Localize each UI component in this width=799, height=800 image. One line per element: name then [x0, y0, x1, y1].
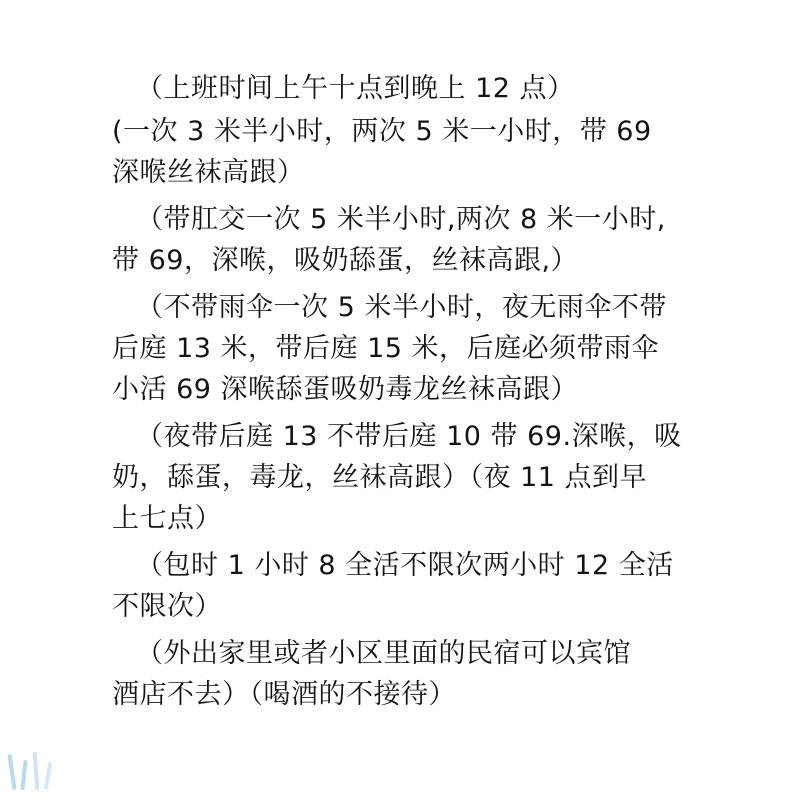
paragraph-no-condom-service: [112, 287, 712, 410]
paragraph-basic-service: [112, 111, 712, 193]
paragraph-anal-service: [112, 199, 712, 281]
text-line: 奶，舔蛋，毒龙，丝袜高跟）（夜 11 点到早: [112, 462, 648, 493]
paragraph-hourly-package: [112, 545, 712, 627]
paragraph-work-hours: [112, 68, 712, 109]
text-line: 深喉丝袜高跟）: [112, 157, 305, 188]
text-line: 带 69，深喉，吸奶舔蛋，丝袜高跟,）: [112, 245, 579, 276]
text-line: 后庭 13 米，带后庭 15 米，后庭必须带雨伞: [112, 333, 660, 364]
document-text-body: [112, 68, 712, 717]
text-line: （带肛交一次 5 米半小时,两次 8 米一小时,: [136, 204, 666, 235]
brush-stroke: [44, 762, 53, 790]
corner-brush-mark-icon: [8, 750, 64, 794]
paragraph-outcall-policy: [112, 633, 712, 715]
text-line: （不带雨伞一次 5 米半小时，夜无雨伞不带: [136, 292, 667, 323]
text-line: (一次 3 米半小时，两次 5 米一小时，带 69: [112, 116, 652, 147]
paragraph-night-service: [112, 416, 712, 539]
text-line: 上七点）: [112, 503, 222, 534]
text-line: 酒店不去）（喝酒的不接待）: [112, 679, 456, 710]
text-line: （夜带后庭 13 不带后庭 10 带 69.深喉，吸: [136, 421, 682, 452]
text-line: 小活 69 深喉舔蛋吸奶毒龙丝袜高跟）: [112, 374, 579, 405]
brush-stroke: [8, 754, 17, 790]
text-line: （包时 1 小时 8 全活不限次两小时 12 全活: [136, 550, 674, 581]
text-line: 不限次）: [112, 591, 222, 622]
brush-stroke: [33, 752, 40, 790]
text-line: （上班时间上午十点到晚上 12 点）: [136, 73, 575, 104]
text-line: （外出家里或者小区里面的民宿可以宾馆: [136, 638, 631, 669]
brush-stroke: [20, 760, 27, 790]
